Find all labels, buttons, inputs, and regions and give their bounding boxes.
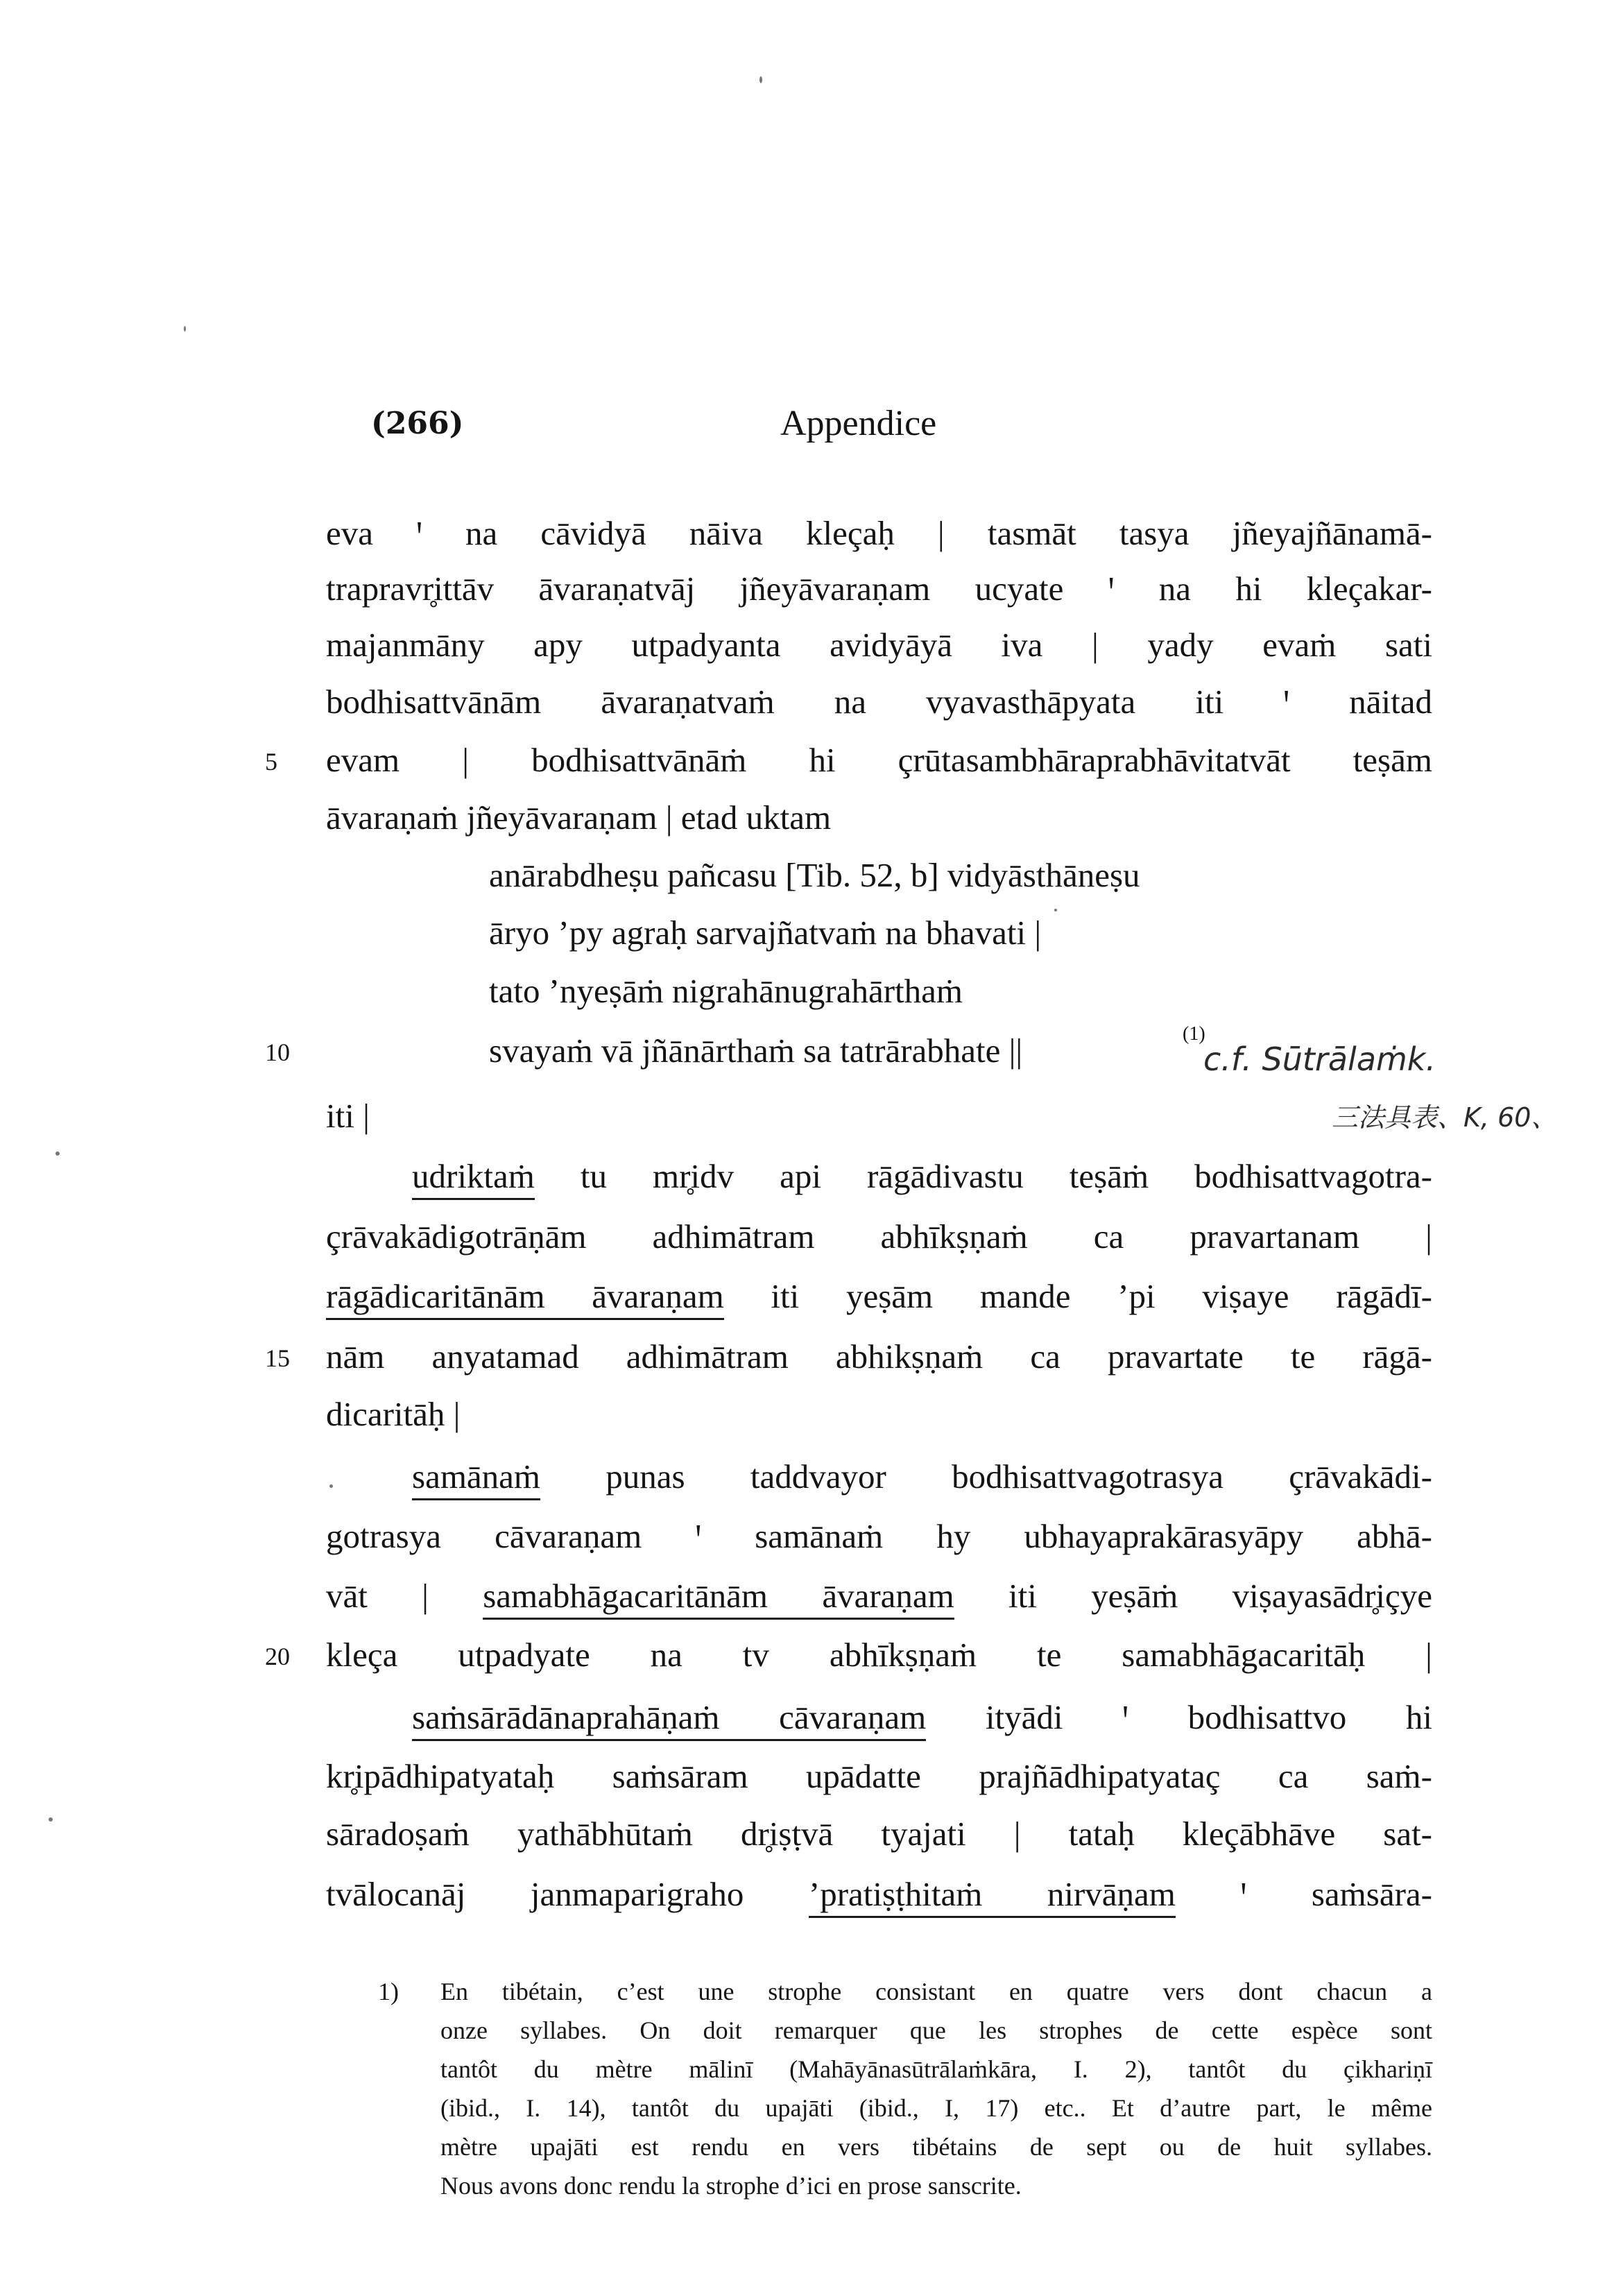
underlined-term: samānaṁ [412, 1457, 540, 1500]
line-text: āvaraṇaṁ jñeyāvaraṇam | etad uktam [326, 798, 832, 837]
line-text: dicaritāḥ | [326, 1395, 461, 1433]
underlined-term: rāgādicaritānām āvaraṇam [326, 1277, 724, 1320]
text-line [0, 1516, 1623, 1579]
line-text [326, 1576, 1432, 1616]
line-text: iti | [326, 1097, 370, 1135]
handwritten-note: 三法具表、K, 60、 [1332, 1102, 1558, 1133]
line-rest: ꞌ saṁsāra- [1175, 1875, 1432, 1913]
running-head: Appendice [780, 404, 937, 443]
text-line [0, 1635, 1623, 1697]
line-text: majanmāny apy utpadyanta avidyāyā iva | yady evaṁ sati [326, 626, 1432, 664]
scan-speck [184, 326, 186, 332]
line-number: 20 [265, 1643, 290, 1670]
handwritten-note: c.f. Sūtrālaṁk. [1203, 1040, 1436, 1078]
text-line [0, 1096, 1623, 1158]
line-text: kr̥ipādhipatyataḥ saṁsāram upādatte prajñādhipatyataç ca saṁ- [326, 1757, 1432, 1795]
line-lead: tvālocanāj janmaparigraho [326, 1875, 809, 1913]
line-text [412, 1457, 1432, 1496]
page-header [0, 406, 1623, 454]
line-text: trapravr̥ittāv āvaraṇatvāj jñeyāvaraṇam ucyate ꞌ na hi kleçakar- [326, 569, 1432, 608]
line-rest: tu mr̥idv api rāgādivastu teṣāṁ bodhisattvagotra- [534, 1157, 1432, 1195]
text-line [0, 740, 1623, 803]
footnote-line: onze syllabes. On doit remarquer que les strophes de cette espèce sont [440, 2016, 1432, 2044]
footnote-line: Nous avons donc rendu la strophe d’ici en prose sanscrite. [440, 2172, 1022, 2200]
line-text [412, 1697, 1432, 1737]
underlined-term: udriktaṁ [412, 1157, 535, 1200]
text-line [0, 682, 1623, 744]
text-line [0, 1394, 1623, 1457]
scan-speck [1054, 909, 1057, 911]
verse-line [0, 913, 1623, 975]
line-text: bodhisattvānām āvaraṇatvaṁ na vyavasthāpyata iti ꞌ nāitad [326, 683, 1432, 721]
footnote-marker: (1) [1183, 1023, 1205, 1045]
text-line [0, 1337, 1623, 1399]
text-line [0, 1814, 1623, 1876]
line-lead: vāt | [326, 1577, 483, 1615]
line-text [326, 1874, 1432, 1914]
line-rest: ityādi ꞌ bodhisattvo hi [926, 1698, 1432, 1736]
text-line [0, 513, 1623, 576]
line-text: eva ꞌ na cāvidyā nāiva kleçaḥ | tasmāt tasya jñeyajñānamā- [326, 514, 1432, 552]
line-text: evam | bodhisattvānāṁ hi çrūtasambhāraprabhāvitatvāt teṣām [326, 741, 1432, 779]
line-text [412, 1156, 1432, 1196]
line-text: sāradoṣaṁ yathābhūtaṁ dr̥iṣṭvā tyajati | tataḥ kleçābhāve sat- [326, 1815, 1432, 1853]
scan-speck [329, 1484, 333, 1488]
text-line [0, 1276, 1623, 1339]
line-number: 5 [265, 748, 277, 776]
line-number: 15 [265, 1344, 290, 1372]
line-text: çrāvakādigotrāṇām adhimātram abhīkṣṇaṁ ca pravartanam | [326, 1217, 1432, 1256]
text-line [0, 1156, 1623, 1219]
line-rest: iti yeṣām mande ’pi viṣaye rāgādī- [723, 1277, 1432, 1315]
text-line [0, 625, 1623, 687]
line-rest: punas taddvayor bodhisattvagotrasya çrāvakādi- [540, 1457, 1432, 1496]
underlined-term: samabhāgacaritānām āvaraṇam [483, 1577, 954, 1620]
text-line [0, 569, 1623, 631]
footnote-line: tantôt du mètre mālinī (Mahāyānasūtrālaṁkāra, I. 2), tantôt du çikhariṇī [440, 2055, 1432, 2083]
footnote-line: En tibétain, c’est une strophe consistant en quatre vers dont chacun a [440, 1978, 1432, 2005]
footnote-line: (ibid., I. 14), tantôt du upajāti (ibid., I, 17) etc.. Et d’autre part, le même [440, 2094, 1432, 2122]
scan-speck [55, 1151, 60, 1156]
scan-speck [49, 1817, 53, 1822]
page-number: (266) [371, 406, 464, 441]
text-line [0, 1217, 1623, 1279]
text-line [0, 1457, 1623, 1519]
text-line [0, 1697, 1623, 1760]
verse-text: tato ’nyeṣāṁ nigrahānugrahārthaṁ [489, 972, 963, 1010]
verse-text: āryo ’py agraḥ sarvajñatvaṁ na bhavati | [489, 914, 1042, 952]
line-rest: iti yeṣāṁ viṣayasādr̥içye [954, 1577, 1433, 1615]
scan-speck [759, 76, 762, 83]
line-text: kleça utpadyate na tv abhīkṣṇaṁ te samabhāgacaritāḥ | [326, 1636, 1432, 1674]
underlined-term: saṁsārādānaprahāṇaṁ cāvaraṇam [412, 1698, 926, 1741]
text-line [0, 1756, 1623, 1819]
text-line [0, 1874, 1623, 1937]
footnote-line: mètre upajāti est rendu en vers tibétains de sept ou de huit syllabes. [440, 2133, 1432, 2161]
verse-text: anārabdheṣu pañcasu [Tib. 52, b] vidyāsthāneṣu [489, 856, 1140, 894]
text-line [0, 1576, 1623, 1638]
verse-text: svayaṁ vā jñānārthaṁ sa tatrārabhate || [489, 1031, 1023, 1070]
line-text: gotrasya cāvaraṇam ꞌ samānaṁ hy ubhayaprakārasyāpy abhā- [326, 1517, 1432, 1555]
text-line [0, 798, 1623, 860]
verse-line [0, 855, 1623, 918]
line-number: 10 [265, 1038, 290, 1066]
verse-line [0, 971, 1623, 1034]
line-text: nām anyatamad adhimātram abhikṣṇaṁ ca pravartate te rāgā- [326, 1337, 1432, 1376]
underlined-term: ’pratiṣṭhitaṁ nirvāṇam [809, 1875, 1176, 1918]
footnote-number: 1) [378, 1978, 399, 2005]
line-text [326, 1276, 1432, 1316]
